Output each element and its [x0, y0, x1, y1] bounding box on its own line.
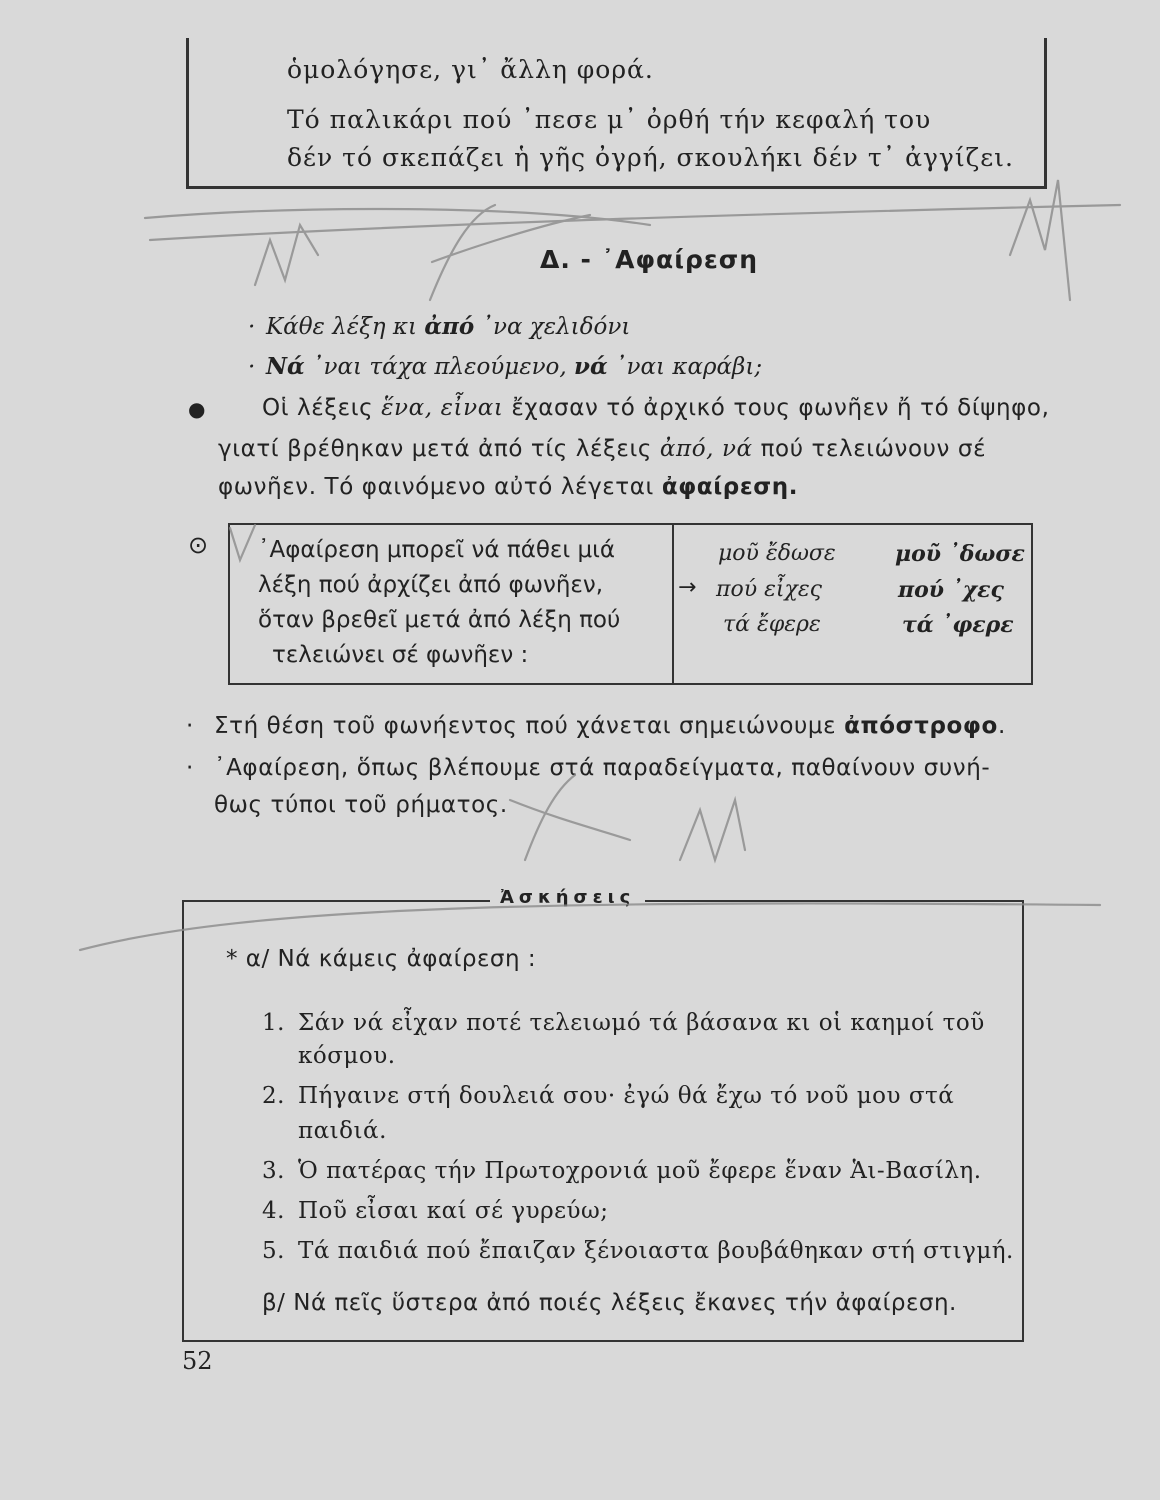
bullet: · [248, 314, 256, 340]
exercise-num-5: 5. [262, 1238, 285, 1264]
explanation-line-3: φωνῆεν. Τό φαινόμενο αὐτό λέγεται ἀφαίρεση. [218, 474, 799, 500]
pencil-stroke [680, 800, 745, 860]
rule-line-1: ᾿Αφαίρεση μπορεῖ νά πάθει μιά [258, 537, 616, 563]
section-title: Δ. - ᾿Αφαίρεση [540, 245, 759, 274]
exercise-item-3: Ὁ πατέρας τήν Πρωτοχρονιά μοῦ ἔφερε ἕναν Ἁι-Βασίλη. [298, 1158, 982, 1184]
poem-line-2: Τό παλικάρι πού ᾿πεσε μ᾿ ὀρθή τήν κεφαλή του [287, 105, 932, 134]
rule-line-2: λέξη πού ἀρχίζει ἀπό φωνῆεν, [258, 572, 603, 598]
exercise-item-2-cont: παιδιά. [298, 1118, 387, 1144]
rule-symbol: ⊙ [188, 531, 209, 559]
paragraph-bullet: ● [188, 397, 206, 421]
arrow-icon: → [678, 575, 697, 600]
task-a: * α/ Νά κάμεις ἀφαίρεση : [226, 946, 537, 972]
pencil-stroke [145, 209, 650, 225]
exercise-item-1: Σάν νά εἶχαν ποτέ τελειωμό τά βάσανα κι οἱ καημοί τοῦ [298, 1010, 985, 1036]
note-line-3: θως τύποι τοῦ ρήματος. [214, 792, 508, 818]
pencil-stroke [80, 903, 1100, 950]
pencil-stroke [430, 205, 590, 300]
explanation-line-2: γιατί βρέθηκαν μετά ἀπό τίς λέξεις ἀπό, νά πού τελειώνουν σέ [218, 436, 987, 462]
exercise-num-1: 1. [262, 1010, 285, 1036]
note-line-1: · Στή θέση τοῦ φωνήεντος πού χάνεται σημειώνουμε ἀπόστροφο. [186, 713, 1006, 739]
pencil-stroke [230, 525, 255, 560]
rule-line-4: τελειώνει σέ φωνῆεν : [272, 642, 529, 668]
example-short-3: τά ᾿φερε [902, 612, 1014, 638]
exercise-num-4: 4. [262, 1198, 285, 1224]
exercise-num-2: 2. [262, 1083, 285, 1109]
task-b: β/ Νά πεῖς ὕστερα ἀπό ποιές λέξεις ἔκανες τήν ἀφαίρεση. [262, 1290, 957, 1316]
pencil-stroke [510, 775, 630, 860]
poem-line-1: ὁμολόγησε, γι᾿ ἄλλη φορά. [287, 55, 654, 84]
page-number: 52 [182, 1347, 213, 1375]
exercise-item-4: Ποῦ εἶσαι καί σέ γυρεύω; [298, 1198, 609, 1224]
exercise-item-1-cont: κόσμου. [298, 1043, 396, 1069]
example-full-1: μοῦ ἔδωσε [718, 541, 836, 566]
exercises-title: Ἀσκήσεις [490, 887, 645, 908]
note-line-2: · ᾿Αφαίρεση, ὅπως βλέπουμε στά παραδείγματα, παθαίνουν συνή- [186, 755, 991, 781]
example-line-2: · Νά ᾿ναι τάχα πλεούμενο, νά ᾿ναι καράβι; [248, 353, 763, 380]
poem-line-3: δέν τό σκεπάζει ἡ γῆς ὀγρή, σκουλήκι δέν τ᾿ ἀγγίζει. [287, 143, 1014, 172]
explanation-line-1: Οἱ λέξεις ἕνα, εἶναι ἔχασαν τό ἀρχικό τους φωνῆεν ἤ τό δίψηφο, [262, 395, 1050, 421]
pencil-stroke [1010, 180, 1070, 300]
exercise-item-5: Τά παιδιά πού ἔπαιζαν ξένοιαστα βουβάθηκαν στή στιγμή. [298, 1238, 1014, 1264]
example-line-1: · Κάθε λέξη κι ἀπό ᾿να χελιδόνι [248, 313, 631, 340]
bullet: · [248, 354, 256, 380]
exercise-num-3: 3. [262, 1158, 285, 1184]
example-full-2: πού εἶχες [716, 577, 822, 602]
exercise-item-2: Πήγαινε στή δουλειά σου· ἐγώ θά ἔχω τό νοῦ μου στά [298, 1083, 955, 1109]
example-full-3: τά ἔφερε [723, 612, 821, 637]
example-short-1: μοῦ ᾿δωσε [895, 541, 1025, 567]
example-short-2: πού ᾿χες [898, 577, 1004, 603]
rule-line-3: ὅταν βρεθεῖ μετά ἀπό λέξη πού [258, 607, 621, 633]
